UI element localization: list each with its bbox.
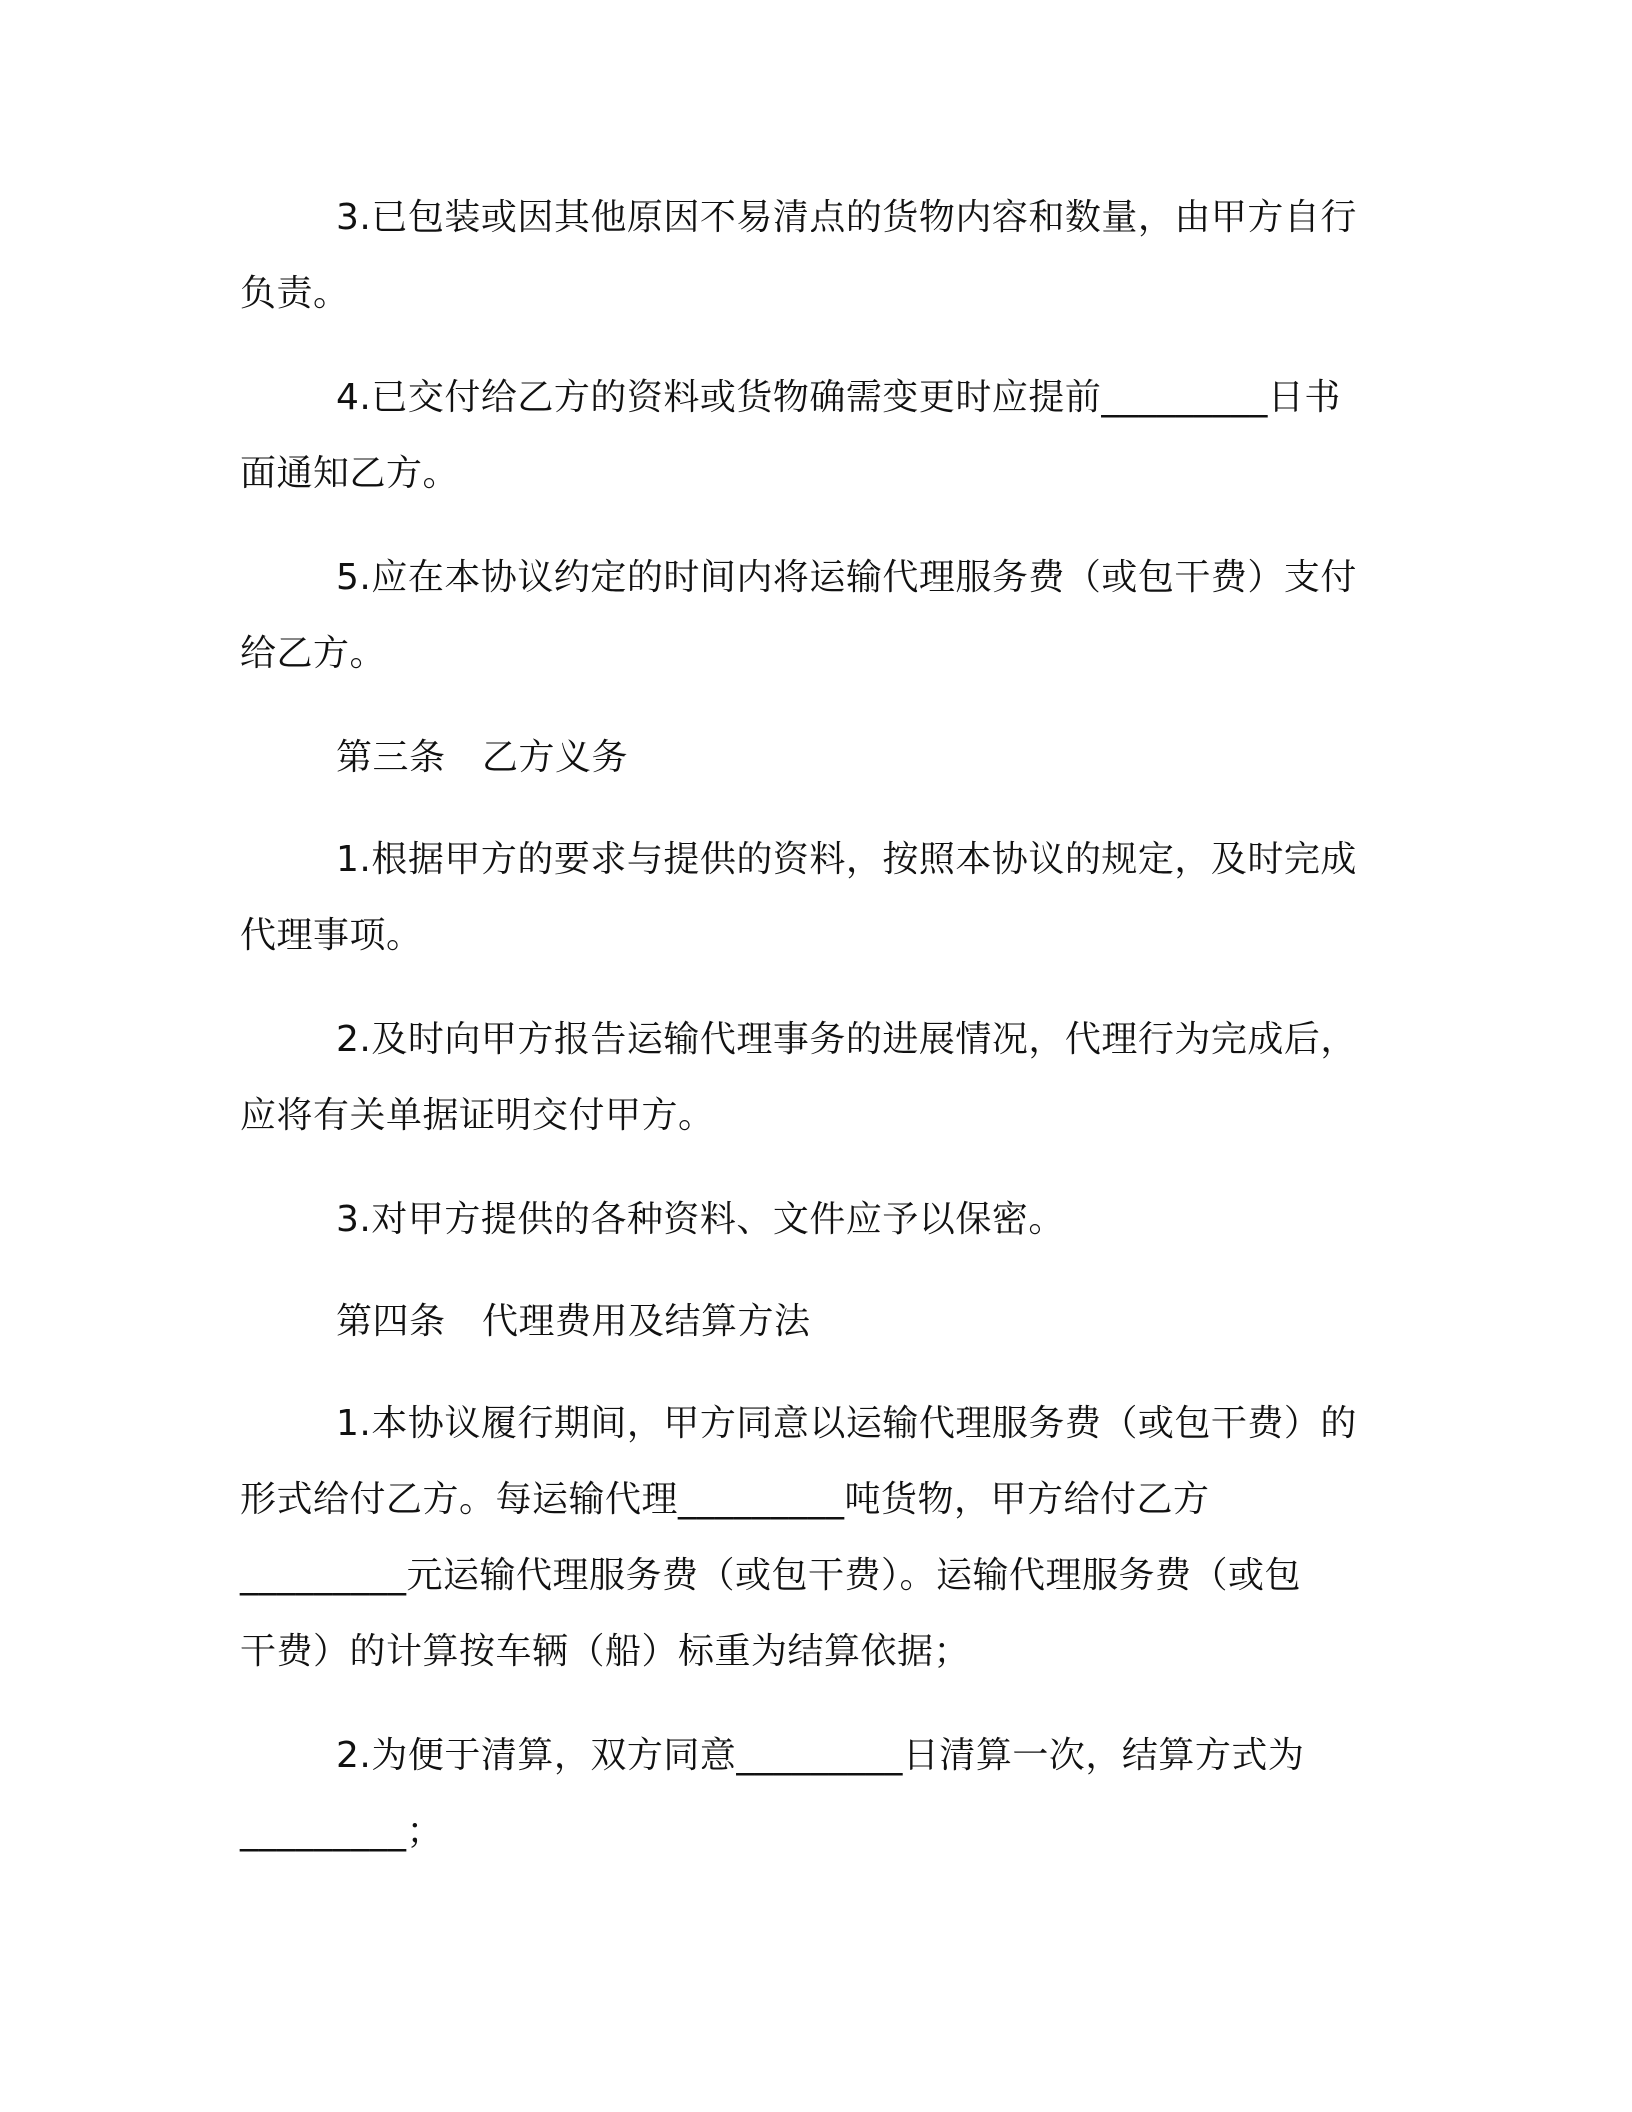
clause-3-heading: 第三条 乙方义务 <box>336 737 629 778</box>
clause-2-item-3-line-2: 负责。 <box>240 273 350 314</box>
clause-2-item-5-line-1: 5.应在本协议约定的时间内将运输代理服务费（或包干费）支付 <box>336 557 1357 598</box>
clause-3-item-1-line-1: 1.根据甲方的要求与提供的资料，按照本协议的规定，及时完成 <box>336 839 1357 880</box>
clause-3-item-2-line-1: 2.及时向甲方报告运输代理事务的进展情况，代理行为完成后， <box>336 1019 1357 1060</box>
clause-4-item-1-line-4: 干费）的计算按车辆（船）标重为结算依据； <box>240 1631 971 1672</box>
clause-3-item-1-line-2: 代理事项。 <box>240 915 423 956</box>
clause-2-item-5-line-2: 给乙方。 <box>240 633 387 674</box>
clause-4-heading: 第四条 代理费用及结算方法 <box>336 1301 811 1342</box>
clause-4-item-2-line-1: 2.为便于清算，双方同意_________日清算一次，结算方式为 <box>336 1735 1305 1776</box>
clause-2-item-3-line-1: 3.已包装或因其他原因不易清点的货物内容和数量，由甲方自行 <box>336 197 1357 238</box>
clause-2-item-4-line-1: 4.已交付给乙方的资料或货物确需变更时应提前_________日书 <box>336 377 1341 418</box>
clause-4-item-1-line-3: _________元运输代理服务费（或包干费）。运输代理服务费（或包 <box>240 1555 1302 1596</box>
clause-3-item-3: 3.对甲方提供的各种资料、文件应予以保密。 <box>336 1199 1065 1240</box>
clause-4-item-1-line-2: 形式给付乙方。每运输代理_________吨货物，甲方给付乙方 <box>240 1479 1210 1520</box>
clause-4-item-2-line-2: _________； <box>240 1811 444 1852</box>
clause-3-item-2-line-2: 应将有关单据证明交付甲方。 <box>240 1095 715 1136</box>
clause-2-item-4-line-2: 面通知乙方。 <box>240 453 460 494</box>
clause-4-item-1-line-1: 1.本协议履行期间，甲方同意以运输代理服务费（或包干费）的 <box>336 1403 1357 1444</box>
